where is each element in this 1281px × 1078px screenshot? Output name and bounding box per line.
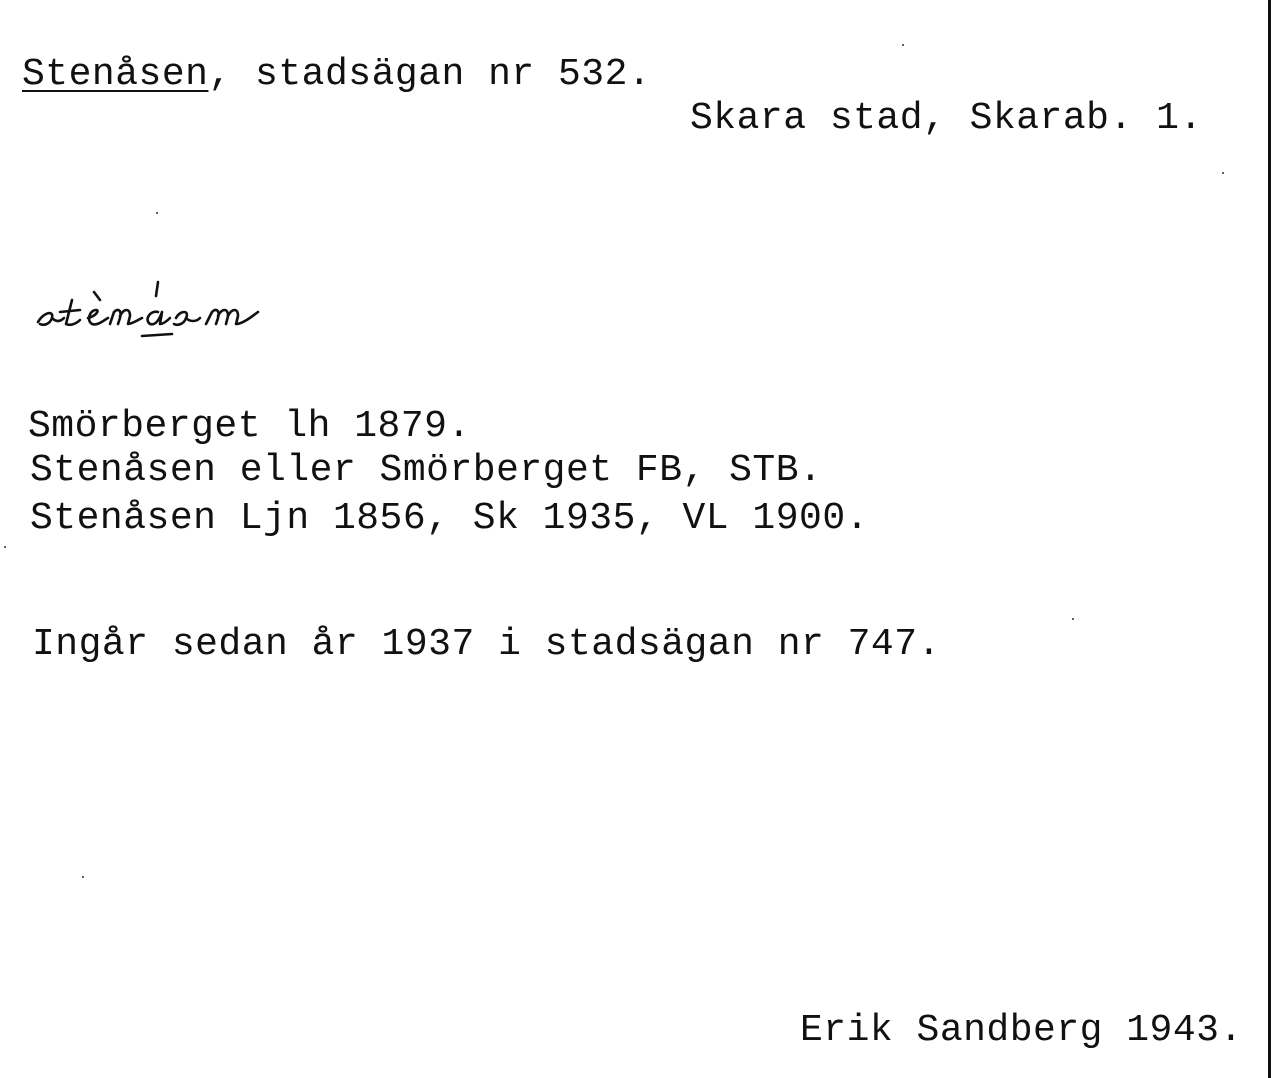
- dust-speck: [156, 212, 158, 214]
- source-line-3: Stenåsen Ljn 1856, Sk 1935, VL 1900.: [30, 497, 869, 540]
- source-line-2: Stenåsen eller Smörberget FB, STB.: [30, 449, 823, 492]
- district-label: Skara stad, Skarab. 1.: [690, 97, 1203, 140]
- handwritten-pronunciation: [30, 262, 410, 352]
- place-name: Stenåsen: [22, 53, 209, 96]
- dust-speck: [1072, 618, 1074, 620]
- card-title: [22, 53, 652, 96]
- note-line: Ingår sedan år 1937 i stadsägan nr 747.: [32, 623, 941, 666]
- signature: Erik Sandberg 1943.: [800, 1009, 1243, 1052]
- dust-speck: [902, 44, 904, 46]
- dust-speck: [1222, 172, 1224, 174]
- dust-speck: [82, 876, 84, 878]
- dust-speck: [4, 546, 6, 548]
- source-line-1: Smörberget lh 1879.: [28, 405, 471, 448]
- card-edge: [1268, 0, 1271, 1078]
- title-rest: , stadsägan nr 532.: [208, 53, 652, 96]
